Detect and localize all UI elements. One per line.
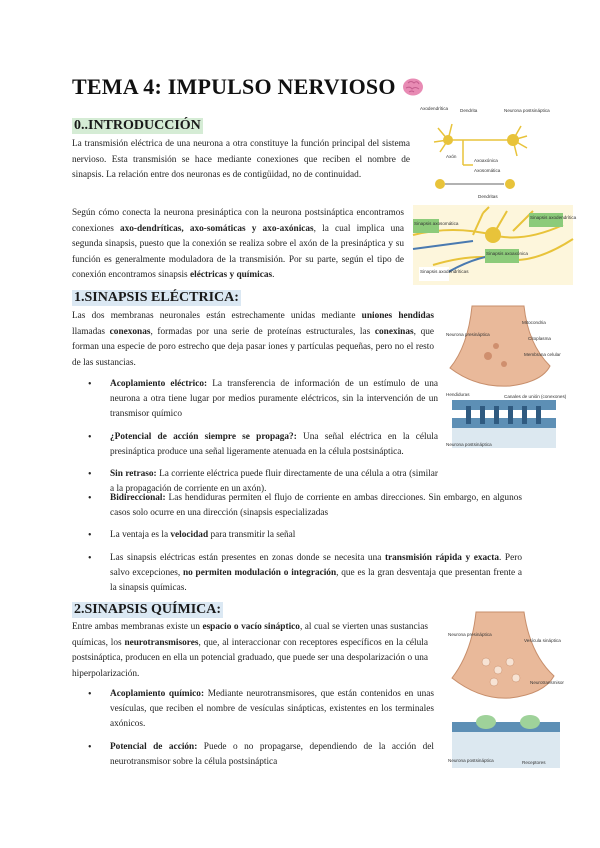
list-item: • Acoplamiento eléctrico: La transferencia de información de un estímulo de una neurona a otra tiene lugar por medios puramente eléctricos, sin la intervención de un transmisor químico [86, 377, 438, 423]
fig3-label-1: Mitocondria [522, 320, 546, 325]
list-item: • La ventaja es la velocidad para transmitir la señal [86, 528, 522, 543]
fig3-label-6: Neurona postsináptica [446, 442, 492, 447]
fig2-label-3: Sinapsis axodendríticas [420, 269, 469, 274]
fig2-label-0: Sinapsis axosomática [414, 221, 459, 226]
list-item: • Sin retraso: La corriente eléctrica puede fluir directamente de una célula a otra (similar a la propagación de corriente en un axón). [86, 467, 438, 497]
chemical-bullets [86, 687, 434, 777]
list-item: • Bidireccional: Las hendiduras permiten el flujo de corriente en ambas direcciones. Sin embargo, en algunos casos solo ocurre en una dirección (sinapsis especializadas [86, 491, 522, 521]
fig4-label-3: Neurona postsináptica [448, 758, 494, 763]
list-item: • Las sinapsis eléctricas están presentes en zonas donde se necesita una transmisión rápida y exacta. Pero salvo excepciones, no permiten modulación o integración, que es la gran desventaja que presentan frente a la sinapsis químicas. [86, 551, 522, 597]
list-item: • Potencial de acción: Puede o no propagarse, dependiendo de la acción del neurotransmisor sobre la célula postsináptica [86, 740, 434, 770]
intro-paragraph-2: Según cómo conecta la neurona presináptica con la neurona postsináptica encontramos conexiones axo-dendríticas, axo-somáticas y axo-axónicas, la cual implica una segunda sinapsis, puesto que la conexión se realiza sobre el axón de la presináptica y su función es generalmente moduladora de la transmisión. Por su parte, según el tipo de conexión encontramos sinapsis eléctricas y químicas. [72, 208, 404, 281]
fig1-label-6: Dendritas [478, 194, 498, 199]
fig4-label-0: Neurona presináptica [448, 632, 492, 637]
fig1-label-3: Axón [446, 154, 457, 159]
figure-neuron-connections [418, 100, 550, 202]
fig3-label-2: Citoplasma [528, 336, 551, 341]
section-heading-sinapsis-quimica: 2.SINAPSIS QUÍMICA: [74, 602, 222, 617]
section-heading-sinapsis-electrica: 1.SINAPSIS ELÉCTRICA: [74, 290, 239, 305]
fig2-label-1: Sinapsis axodendrítica [530, 215, 577, 220]
electrical-paragraph: Las dos membranas neuronales están estrechamente unidas mediante uniones hendidas llamadas conexonas, formadas por una serie de proteínas estructurales, las conexinas, que forman una especie de poro estrecho que deja pasar iones y partículas pequeñas, pero no el resto de las sustancias. [72, 311, 434, 368]
electrical-bullets-bottom [86, 491, 522, 603]
intro-paragraph-1: La transmisión eléctrica de una neurona a otra constituye la función principal del sistema nervioso. Esta transmisión se hace mediante conexiones que reciben el nombre de sinapsis. La relación entre dos neuronas es de contigüidad, no de continuidad. [72, 139, 410, 181]
electrical-bullets-top [86, 377, 438, 504]
figure-synapse-types [413, 205, 577, 285]
figure-chemical-synapse [446, 612, 564, 774]
brain-icon [402, 77, 424, 97]
page-title-text: TEMA 4: IMPULSO NERVIOSO [72, 74, 396, 99]
fig3-label-3: Membrana celular [524, 352, 561, 357]
fig1-label-2: Neurona postsináptica [504, 108, 550, 113]
list-item: • Acoplamiento químico: Mediante neurotransmisores, que están contenidos en unas vesículas, que reciben el nombre de vesículas sinápticas, existentes en los terminales axónicos. [86, 687, 434, 733]
fig2-label-2: Sinapsis axoaxónica [486, 251, 528, 256]
section-heading-introduccion: 0..INTRODUCCIÓN [74, 118, 201, 133]
fig1-label-4: Axoaxónica [474, 158, 498, 163]
fig1-label-0: Axodendrítica [420, 106, 449, 111]
fig4-label-2: Neurotransmisor [530, 680, 564, 685]
fig3-label-0: Neurona presináptica [446, 332, 490, 337]
fig4-label-1: Vesícula sináptica [524, 638, 561, 643]
fig3-label-4: Hendiduras [446, 392, 470, 397]
figure-electrical-synapse [444, 306, 567, 452]
chemical-paragraph: Entre ambas membranas existe un espacio o vacío sináptico, al cual se vierten unas sustancias químicas, los neurotransmisores, que, al interaccionar con receptores específicos en la célula postsináptica, producen en ella un potencial graduado, que puede ser una despolarización o una hiperpolarización. [72, 622, 428, 679]
page-title [72, 74, 424, 100]
fig1-label-5: Axosomática [474, 168, 501, 173]
list-item: • ¿Potencial de acción siempre se propaga?: Una señal eléctrica en la célula presináptica produce una señal ligeramente atenuada en la célula postsináptica. [86, 430, 438, 460]
fig1-label-1: Dendrita [460, 108, 478, 113]
fig3-label-5: Canales de unión (conexones) [504, 394, 567, 399]
fig4-label-4: Receptores [522, 760, 546, 765]
